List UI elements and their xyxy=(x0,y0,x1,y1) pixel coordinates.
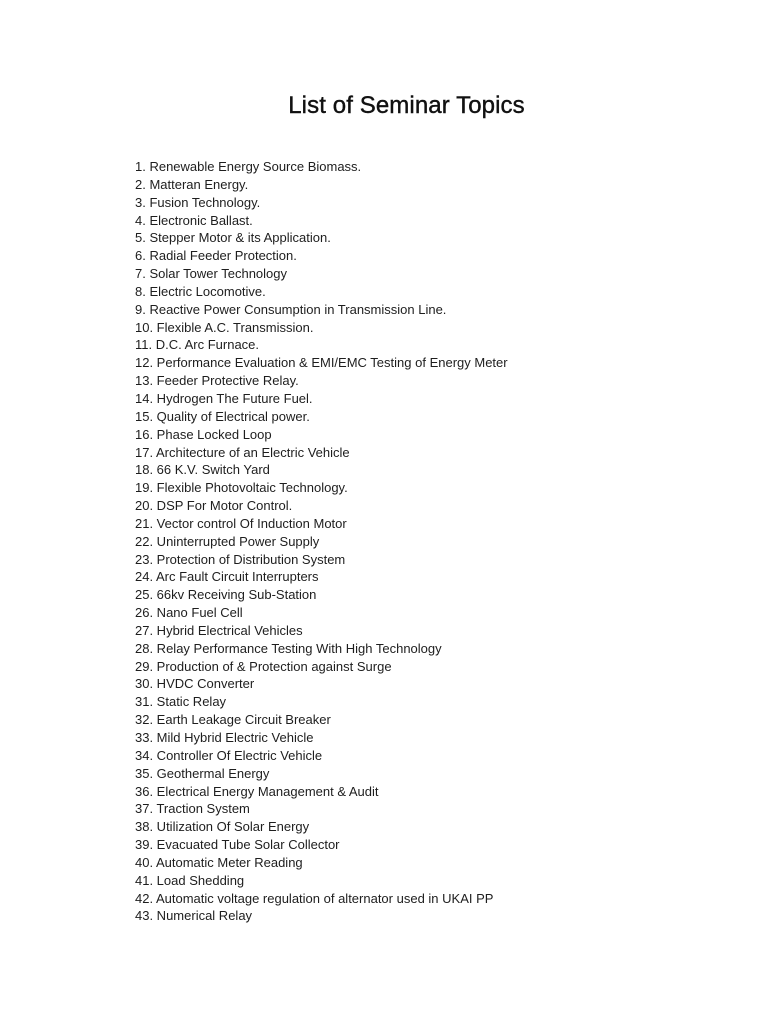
list-item: 6. Radial Feeder Protection. xyxy=(135,248,297,264)
list-item: 15. Quality of Electrical power. xyxy=(135,408,310,424)
list-item: 7. Solar Tower Technology xyxy=(135,266,288,282)
list-item: 12. Performance Evaluation & EMI/EMC Testing of Energy Meter xyxy=(135,355,508,371)
list-item: 26. Nano Fuel Cell xyxy=(135,605,243,621)
list-item: 32. Earth Leakage Circuit Breaker xyxy=(135,712,331,728)
list-item: 10. Flexible A.C. Transmission. xyxy=(135,319,314,335)
list-item: 42. Automatic voltage regulation of alternator used in UKAI PP xyxy=(135,890,494,906)
list-item: 4. Electronic Ballast. xyxy=(135,212,253,228)
list-item: 22. Uninterrupted Power Supply xyxy=(135,533,320,549)
list-item: 30. HVDC Converter xyxy=(135,676,255,692)
list-item: 14. Hydrogen The Future Fuel. xyxy=(135,390,313,406)
topic-list xyxy=(135,158,508,925)
list-item: 29. Production of & Protection against Surge xyxy=(135,658,392,674)
list-item: 2. Matteran Energy. xyxy=(135,176,249,192)
list-item: 5. Stepper Motor & its Application. xyxy=(135,230,331,246)
list-item: 43. Numerical Relay xyxy=(135,908,253,924)
list-item: 13. Feeder Protective Relay. xyxy=(135,373,299,389)
page-title: List of Seminar Topics xyxy=(288,92,525,119)
list-item: 17. Architecture of an Electric Vehicle xyxy=(135,444,350,460)
list-item: 23. Protection of Distribution System xyxy=(135,551,346,567)
list-item: 41. Load Shedding xyxy=(135,872,245,888)
list-item: 28. Relay Performance Testing With High Technology xyxy=(135,640,442,656)
list-item: 20. DSP For Motor Control. xyxy=(135,498,293,514)
list-item: 9. Reactive Power Consumption in Transmission Line. xyxy=(135,301,447,317)
list-item: 27. Hybrid Electrical Vehicles xyxy=(135,622,303,638)
list-item: 34. Controller Of Electric Vehicle xyxy=(135,747,323,763)
list-item: 33. Mild Hybrid Electric Vehicle xyxy=(135,730,314,745)
list-item: 25. 66kv Receiving Sub-Station xyxy=(135,587,317,603)
list-item: 18. 66 K.V. Switch Yard xyxy=(135,462,270,478)
list-item: 36. Electrical Energy Management & Audit xyxy=(135,783,379,799)
list-item: 37. Traction System xyxy=(135,801,250,817)
list-item: 35. Geothermal Energy xyxy=(135,765,270,781)
list-item: 40. Automatic Meter Reading xyxy=(135,854,303,870)
list-item: 39. Evacuated Tube Solar Collector xyxy=(135,837,340,853)
list-item: 11. D.C. Arc Furnace. xyxy=(135,337,260,353)
list-item: 24. Arc Fault Circuit Interrupters xyxy=(135,569,319,585)
list-item: 1. Renewable Energy Source Biomass. xyxy=(135,159,362,174)
list-item: 31. Static Relay xyxy=(135,694,227,710)
list-item: 8. Electric Locomotive. xyxy=(135,283,266,299)
list-item: 3. Fusion Technology. xyxy=(135,194,261,210)
list-item: 38. Utilization Of Solar Energy xyxy=(135,819,310,835)
list-item: 21. Vector control Of Induction Motor xyxy=(135,515,347,531)
list-item: 19. Flexible Photovoltaic Technology. xyxy=(135,480,348,496)
list-item: 16. Phase Locked Loop xyxy=(135,426,272,442)
